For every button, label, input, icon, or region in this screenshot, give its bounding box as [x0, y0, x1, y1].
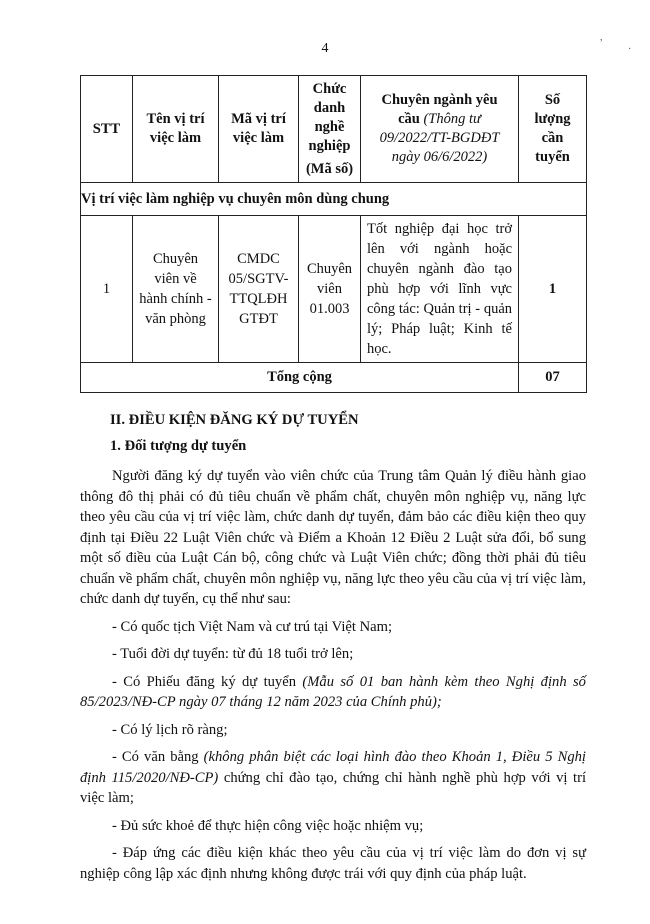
intro-paragraph: Người đăng ký dự tuyển vào viên chức của Trung tâm Quản lý điều hành giao thông đô thị phải có đủ tiêu chuẩn về phẩm chất, chuyên môn nghiệp vụ, năng lực theo yêu cầu của vị trí việc làm, chức danh dự tuyển, đảm bảo các điều kiện theo quy định tại Điều 22 Luật Viên chức và Điểm a Khoản 12 Điều 2 Luật sửa đổi, bổ sung một số điều của Luật Cán bộ, công chức và Luật Viên chức; đồng thời phải đủ tiêu chuẩn về phẩm chất, chuyên môn nghiệp vụ, năng lực theo yêu cầu của vị trí việc làm, chức danh dự tuyển, cụ thể như sau: — [80, 468, 586, 607]
cell-position-code: CMDC 05/SGTV-TTQLĐH GTĐT — [219, 216, 299, 363]
item-health: - Đủ sức khoẻ để thực hiện công việc hoặc nhiệm vụ; — [112, 817, 424, 834]
header-position-code: Mã vị trí việc làm — [219, 76, 299, 183]
header-stt: STT — [81, 76, 133, 183]
cell-position-name: Chuyên viên về hành chính - văn phòng — [133, 216, 219, 363]
section-heading: II. ĐIỀU KIỆN ĐĂNG KÝ DỰ TUYỂN — [110, 412, 359, 428]
item-degree — [80, 747, 586, 809]
table-header-row — [81, 76, 587, 183]
cell-requirement: Tốt nghiệp đại học trở lên với ngành hoặc chuyên ngành đào tạo phù hợp với lĩnh vực công tác: Quản trị - quản lý; Pháp luật; Kinh tế học. — [361, 216, 519, 363]
cell-quantity: 1 — [519, 216, 587, 363]
cell-stt: 1 — [81, 216, 133, 363]
scan-speck: , — [600, 32, 603, 43]
header-major — [361, 76, 519, 183]
header-position-name: Tên vị trí việc làm — [133, 76, 219, 183]
table-row — [81, 216, 587, 363]
table-total-row — [81, 363, 587, 393]
section-label: Vị trí việc làm nghiệp vụ chuyên môn dùng chung — [81, 183, 587, 216]
header-job-title — [299, 76, 361, 183]
item-degree-suffix: chứng chỉ đào tạo, chứng chỉ hành nghề phù hợp với vị trí việc làm; — [80, 769, 586, 806]
item-registration-form — [80, 672, 586, 713]
recruitment-table — [80, 75, 587, 393]
page-number: 4 — [321, 41, 329, 56]
item-nationality: - Có quốc tịch Việt Nam và cư trú tại Việt Nam; — [112, 618, 392, 635]
item-form-prefix: - Có Phiếu đăng ký dự tuyển — [112, 673, 296, 690]
header-job-title-line: Chức danh nghề nghiệp — [308, 80, 351, 154]
item-background: - Có lý lịch rõ ràng; — [112, 721, 228, 738]
header-major-title: Chuyên ngành yêu cầu — [381, 92, 498, 127]
header-major-ref: (Thông tư 09/2022/TT-BGDĐT ngày 06/6/2022) — [379, 111, 500, 165]
total-label: Tổng cộng — [81, 363, 519, 393]
body-content — [80, 407, 586, 884]
item-age: - Tuổi đời dự tuyển: từ đủ 18 tuổi trở lên; — [112, 646, 354, 662]
header-job-title-code: (Mã số) — [305, 160, 354, 177]
item-other-conditions: - Đáp ứng các điều kiện khác theo yêu cầu của vị trí việc làm do đơn vị sự nghiệp công lập xác định nhưng không được trái với quy định của pháp luật. — [80, 845, 586, 882]
cell-job-title: Chuyên viên 01.003 — [299, 216, 361, 363]
subsection-heading: 1. Đối tượng dự tuyển — [110, 438, 247, 454]
item-degree-reference: (không phân biệt các loại hình đào theo Khoản 1, Điều 5 Nghị định 115/2020/NĐ-CP) — [80, 749, 586, 786]
item-degree-prefix: - Có văn bằng — [112, 749, 199, 765]
table-section-row — [81, 183, 587, 216]
item-form-reference: (Mẫu số 01 ban hành kèm theo Nghị định số 85/2023/NĐ-CP ngày 07 tháng 12 năm 2023 của Chính phủ); — [80, 673, 586, 710]
total-value: 07 — [519, 363, 587, 393]
header-quantity: Số lượng cần tuyển — [519, 76, 587, 183]
scan-speck: · — [628, 44, 632, 55]
